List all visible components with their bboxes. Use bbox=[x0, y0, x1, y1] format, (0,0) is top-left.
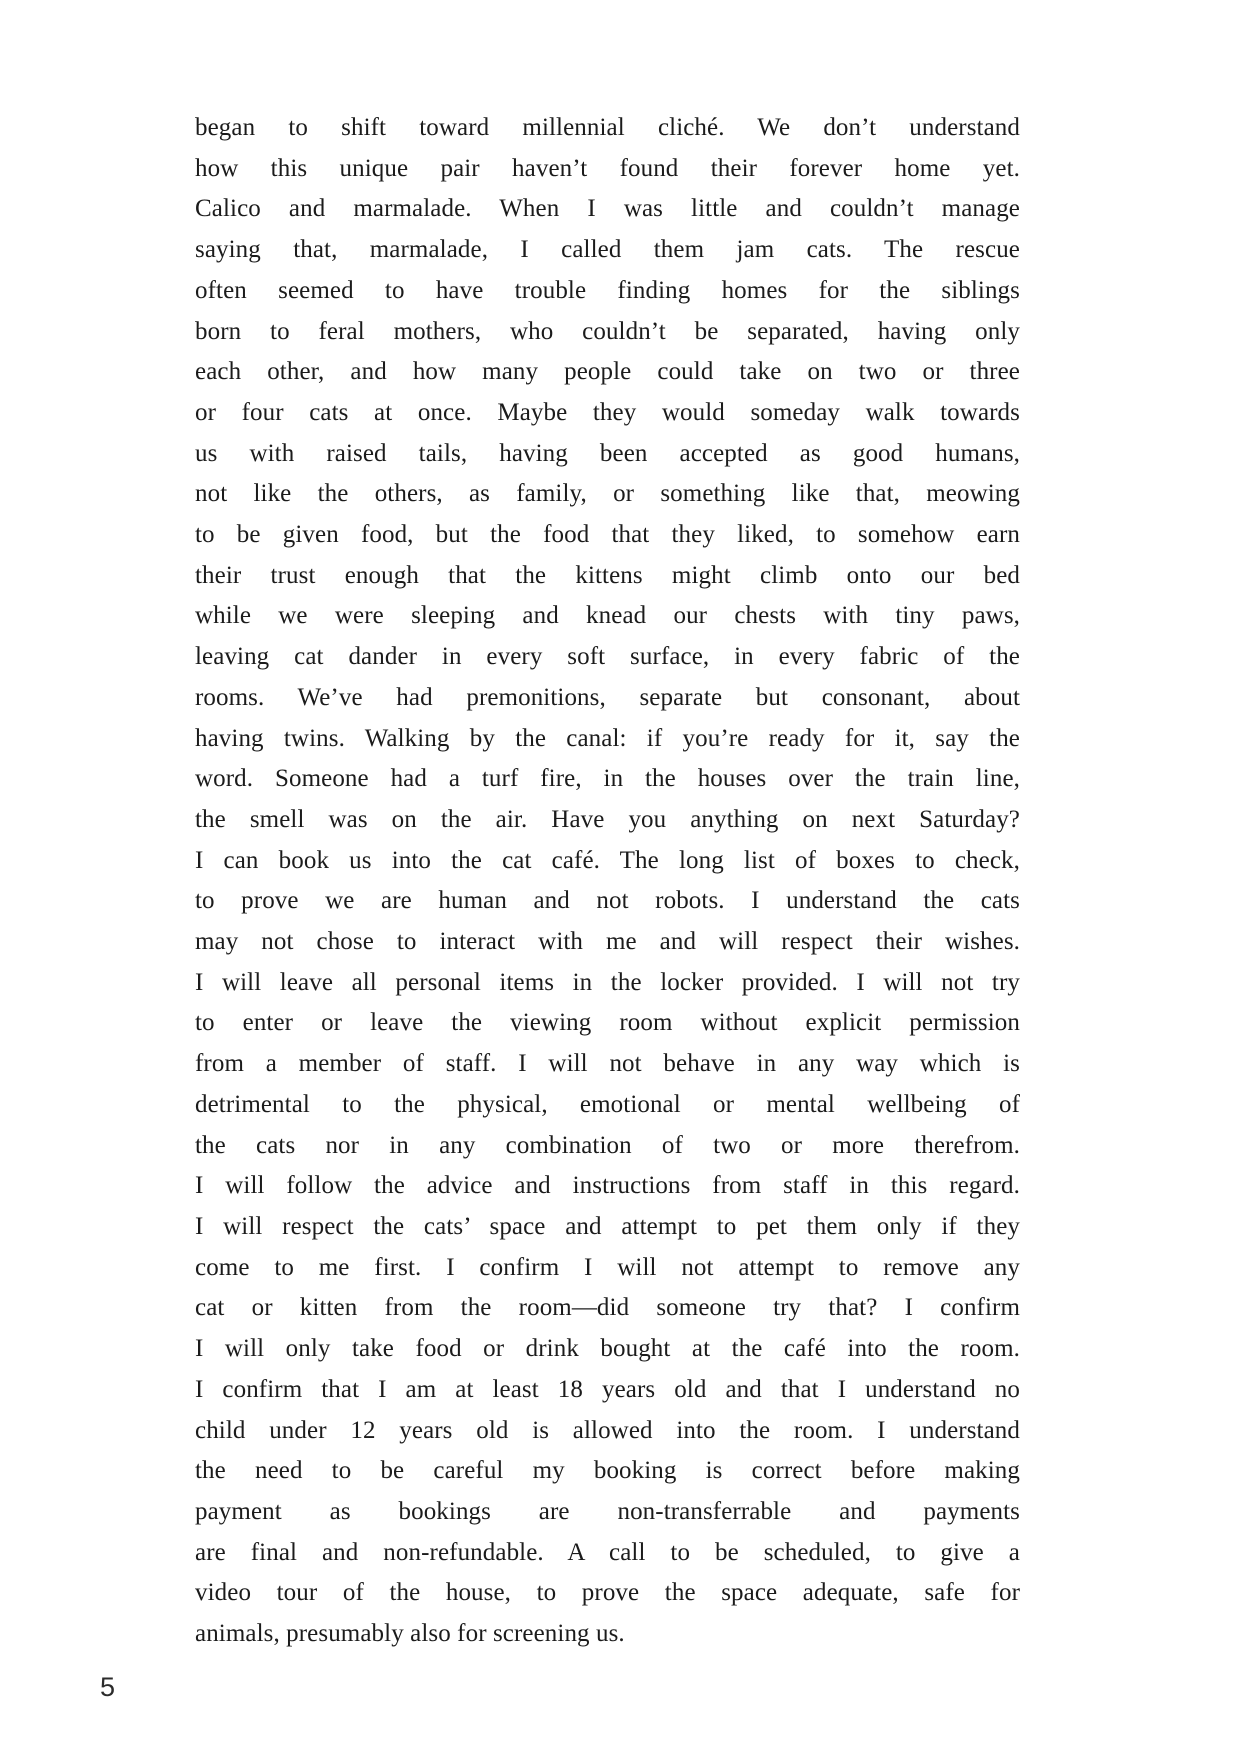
prose-line: having twins. Walking by the canal: if you’re ready for it, say the bbox=[195, 724, 1020, 752]
prose-paragraph bbox=[195, 108, 1020, 1655]
prose-line: us with raised tails, having been accepted as good humans, bbox=[195, 439, 1020, 467]
prose-line: to be given food, but the food that they liked, to somehow earn bbox=[195, 521, 1020, 549]
prose-line: Calico and marmalade. When I was little and couldn’t manage bbox=[195, 195, 1020, 223]
prose-line: animals, presumably also for screening us. bbox=[195, 1620, 625, 1648]
prose-line: I will follow the advice and instructions from staff in this regard. bbox=[195, 1172, 1020, 1200]
prose-line: while we were sleeping and knead our chests with tiny paws, bbox=[195, 602, 1020, 630]
prose-line: cat or kitten from the room—did someone try that? I confirm bbox=[195, 1294, 1020, 1322]
prose-line: each other, and how many people could take on two or three bbox=[195, 358, 1020, 386]
prose-line: their trust enough that the kittens might climb onto our bed bbox=[195, 561, 1020, 589]
prose-line: to prove we are human and not robots. I understand the cats bbox=[195, 887, 1020, 915]
prose-line: I confirm that I am at least 18 years old and that I understand no bbox=[195, 1375, 1020, 1403]
prose-line: the smell was on the air. Have you anything on next Saturday? bbox=[195, 805, 1020, 833]
prose-line: or four cats at once. Maybe they would someday walk towards bbox=[195, 398, 1020, 426]
prose-line: to enter or leave the viewing room without explicit permission bbox=[195, 1009, 1020, 1037]
prose-line: payment as bookings are non-transferrable and payments bbox=[195, 1497, 1020, 1525]
prose-line: rooms. We’ve had premonitions, separate but consonant, about bbox=[195, 683, 1020, 711]
prose-line: how this unique pair haven’t found their forever home yet. bbox=[195, 154, 1020, 182]
prose-line: began to shift toward millennial cliché. We don’t understand bbox=[195, 114, 1020, 141]
prose-line: are final and non-refundable. A call to be scheduled, to give a bbox=[195, 1538, 1020, 1566]
prose-line: I will only take food or drink bought at the café into the room. bbox=[195, 1335, 1020, 1363]
prose-line: child under 12 years old is allowed into the room. I understand bbox=[195, 1416, 1020, 1444]
prose-line: leaving cat dander in every soft surface, in every fabric of the bbox=[195, 643, 1020, 671]
prose-line: not like the others, as family, or something like that, meowing bbox=[195, 480, 1020, 508]
prose-line: the cats nor in any combination of two or more therefrom. bbox=[195, 1131, 1020, 1159]
prose-line: I can book us into the cat café. The long list of boxes to check, bbox=[195, 846, 1020, 874]
prose-line: saying that, marmalade, I called them jam cats. The rescue bbox=[195, 236, 1020, 264]
prose-line: word. Someone had a turf fire, in the houses over the train line, bbox=[195, 765, 1020, 793]
prose-line: detrimental to the physical, emotional or mental wellbeing of bbox=[195, 1090, 1020, 1118]
prose-line: the need to be careful my booking is correct before making bbox=[195, 1457, 1020, 1485]
prose-line: may not chose to interact with me and will respect their wishes. bbox=[195, 928, 1020, 956]
page-number: 5 bbox=[100, 1672, 116, 1702]
prose-line: I will respect the cats’ space and attempt to pet them only if they bbox=[195, 1212, 1020, 1240]
prose-line: from a member of staff. I will not behave in any way which is bbox=[195, 1050, 1020, 1078]
prose-line: come to me first. I confirm I will not attempt to remove any bbox=[195, 1253, 1020, 1281]
prose-line: I will leave all personal items in the locker provided. I will not try bbox=[195, 968, 1020, 996]
prose-line: often seemed to have trouble finding homes for the siblings bbox=[195, 276, 1020, 304]
prose-line: video tour of the house, to prove the space adequate, safe for bbox=[195, 1579, 1020, 1607]
prose-line: born to feral mothers, who couldn’t be separated, having only bbox=[195, 317, 1020, 345]
